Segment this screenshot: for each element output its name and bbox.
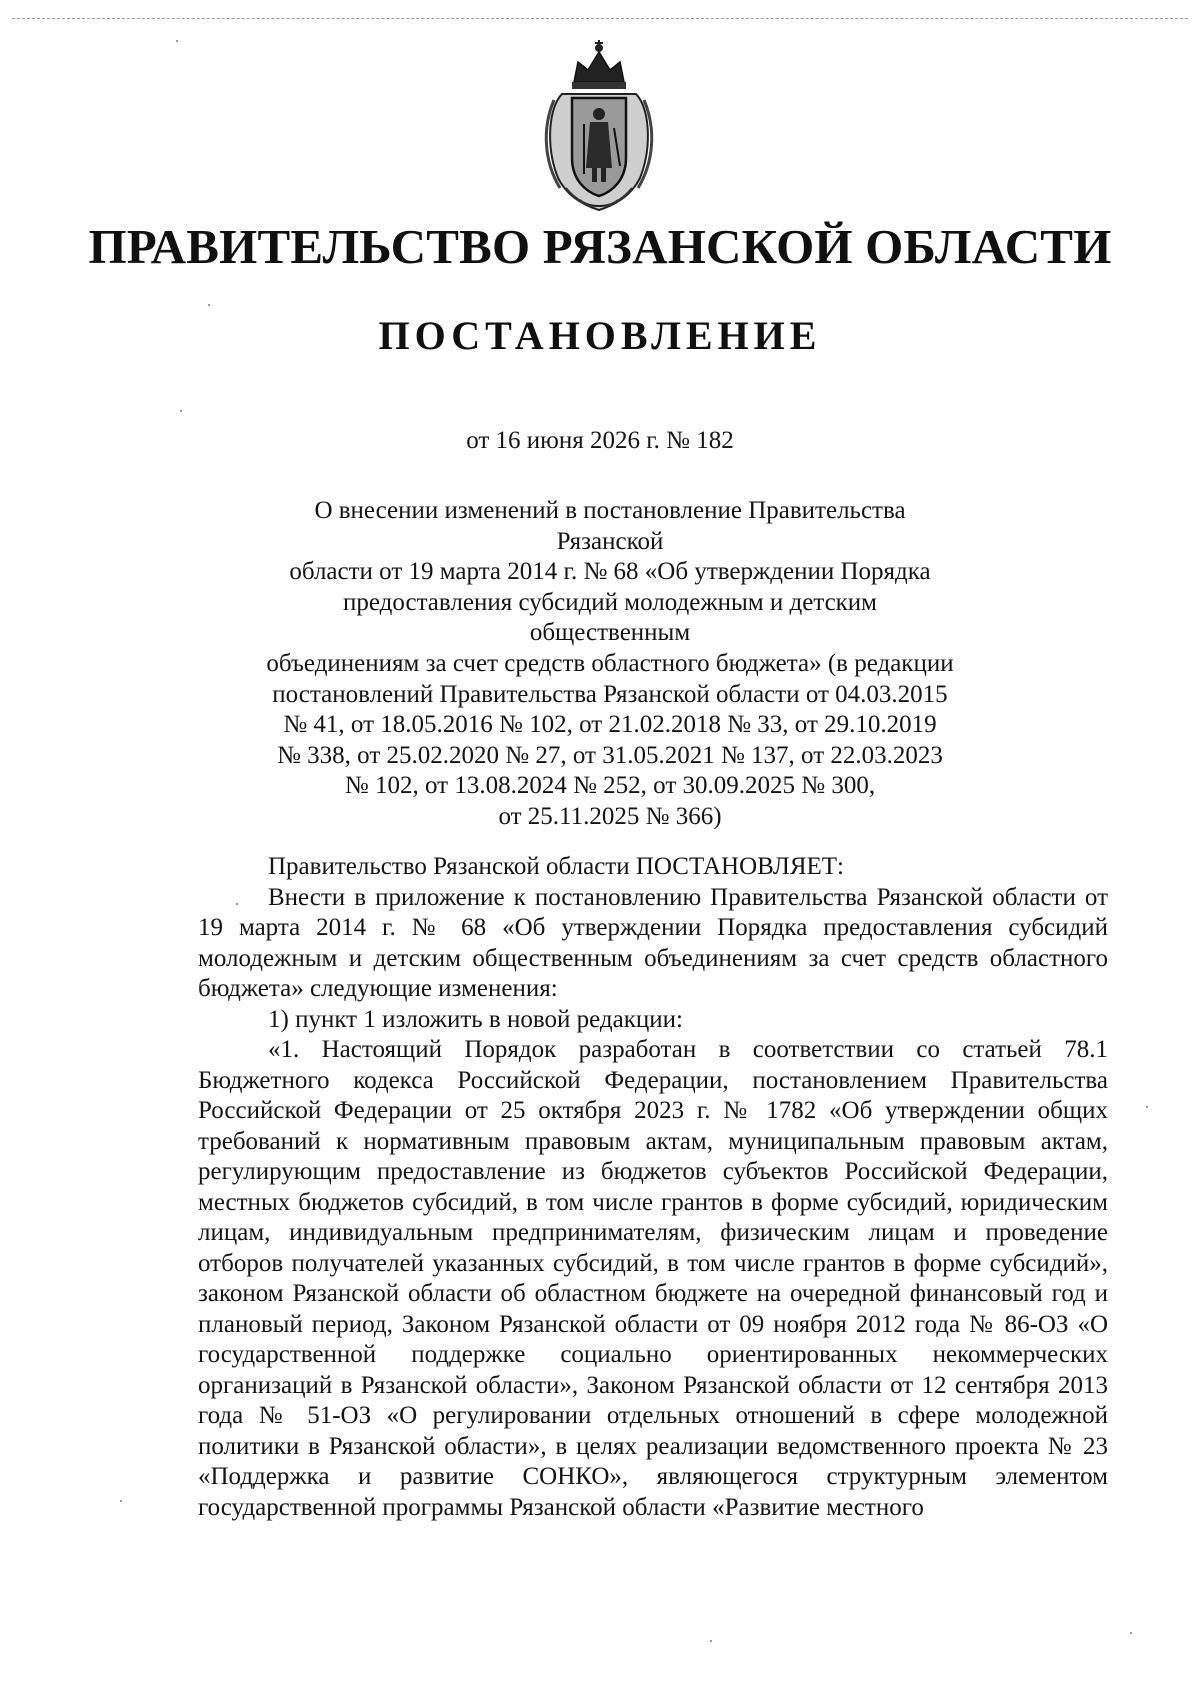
subject-line: области от 19 марта 2014 г. № 68 «Об утверждении Порядка [289,558,931,586]
decree-line: Правительство Рязанской области ПОСТАНОВЛЯЕТ: [268,853,844,880]
intro-paragraph: Внести в приложение к постановлению Правительства Рязанской области от 19 марта 2014 г. № 68 «Об утверждении Порядка предоставления субсидий молодежным и детским общественным объединениям за счет средств областного бюджета» следующие изменения: [198,883,1108,1002]
subject-line: предоставления субсидий молодежным и детским общественным [342,588,878,647]
document-date-number: от 16 июня 2026 г. № 182 [466,427,734,454]
scan-speck [236,903,238,905]
subject-line: О внесении изменений в постановление Правительства Рязанской [314,497,906,555]
scan-speck [180,410,182,412]
organization-title: ПРАВИТЕЛЬСТВО РЯЗАНСКОЙ ОБЛАСТИ [88,219,1112,274]
document-type: ПОСТАНОВЛЕНИЕ [378,313,822,358]
subject-line: № 41, от 18.05.2016 № 102, от 21.02.2018 № 33, от 29.10.2019 [283,711,937,739]
subject-line: объединениям за счет средств областного бюджета» (в редакции [266,649,954,677]
subject-line: от 25.11.2025 № 366) [498,802,722,830]
subject-line: № 102, от 13.08.2024 № 252, от 30.09.2025 № 300, [344,772,876,800]
item-1-heading: 1) пункт 1 изложить в новой редакции: [268,1005,683,1033]
scan-speck [710,1640,712,1642]
ryazan-coat-of-arms-icon [540,38,658,216]
subject-line: постановлений Правительства Рязанской области от 04.03.2015 [272,680,948,708]
scan-speck [1130,1632,1132,1634]
scan-speck [120,1500,122,1502]
item-1-text: «1. Настоящий Порядок разработан в соответствии со статьей 78.1 Бюджетного кодекса Российской Федерации, постановлением Правительства Российской Федерации от 25 октября 2023 г. № 1782 «Об утверждении общих требований к нормативным правовым актам, муниципальным правовым актам, регулирующим предоставление из бюджетов субъектов Российской Федерации, местных бюджетов субсидий, в том числе грантов в форме субсидий, юридическим лицам, индивидуальным предпринимателям, физическим лицам и проведение отборов получателей указанных субсидий, в том числе грантов в форме субсидий», законом Рязанской области об областном бюджете на очередной финансовый год и плановый период, Законом Рязанской области от 09 ноября 2012 года № 86-ОЗ «О государственной поддержке социально ориентированных некоммерческих организаций в Рязанской области», Законом Рязанской области от 12 сентября 2013 года № 51-ОЗ «О регулировании отдельных отношений в сфере молодежной политики в Рязанской области», в целях реализации ведомственного проекта № 23 «Поддержка и развитие СОНКО», являющегося структурным элементом государственной программы Рязанской области «Развитие местного [198,1036,1108,1521]
subject-line: № 338, от 25.02.2020 № 27, от 31.05.2021 № 137, от 22.03.2023 [277,741,943,769]
scan-speck [208,304,210,306]
scan-border-line [12,18,1188,20]
document-body [198,852,1108,1523]
scan-speck [1146,1106,1148,1108]
document-subject [260,496,960,833]
scan-speck [176,40,178,42]
